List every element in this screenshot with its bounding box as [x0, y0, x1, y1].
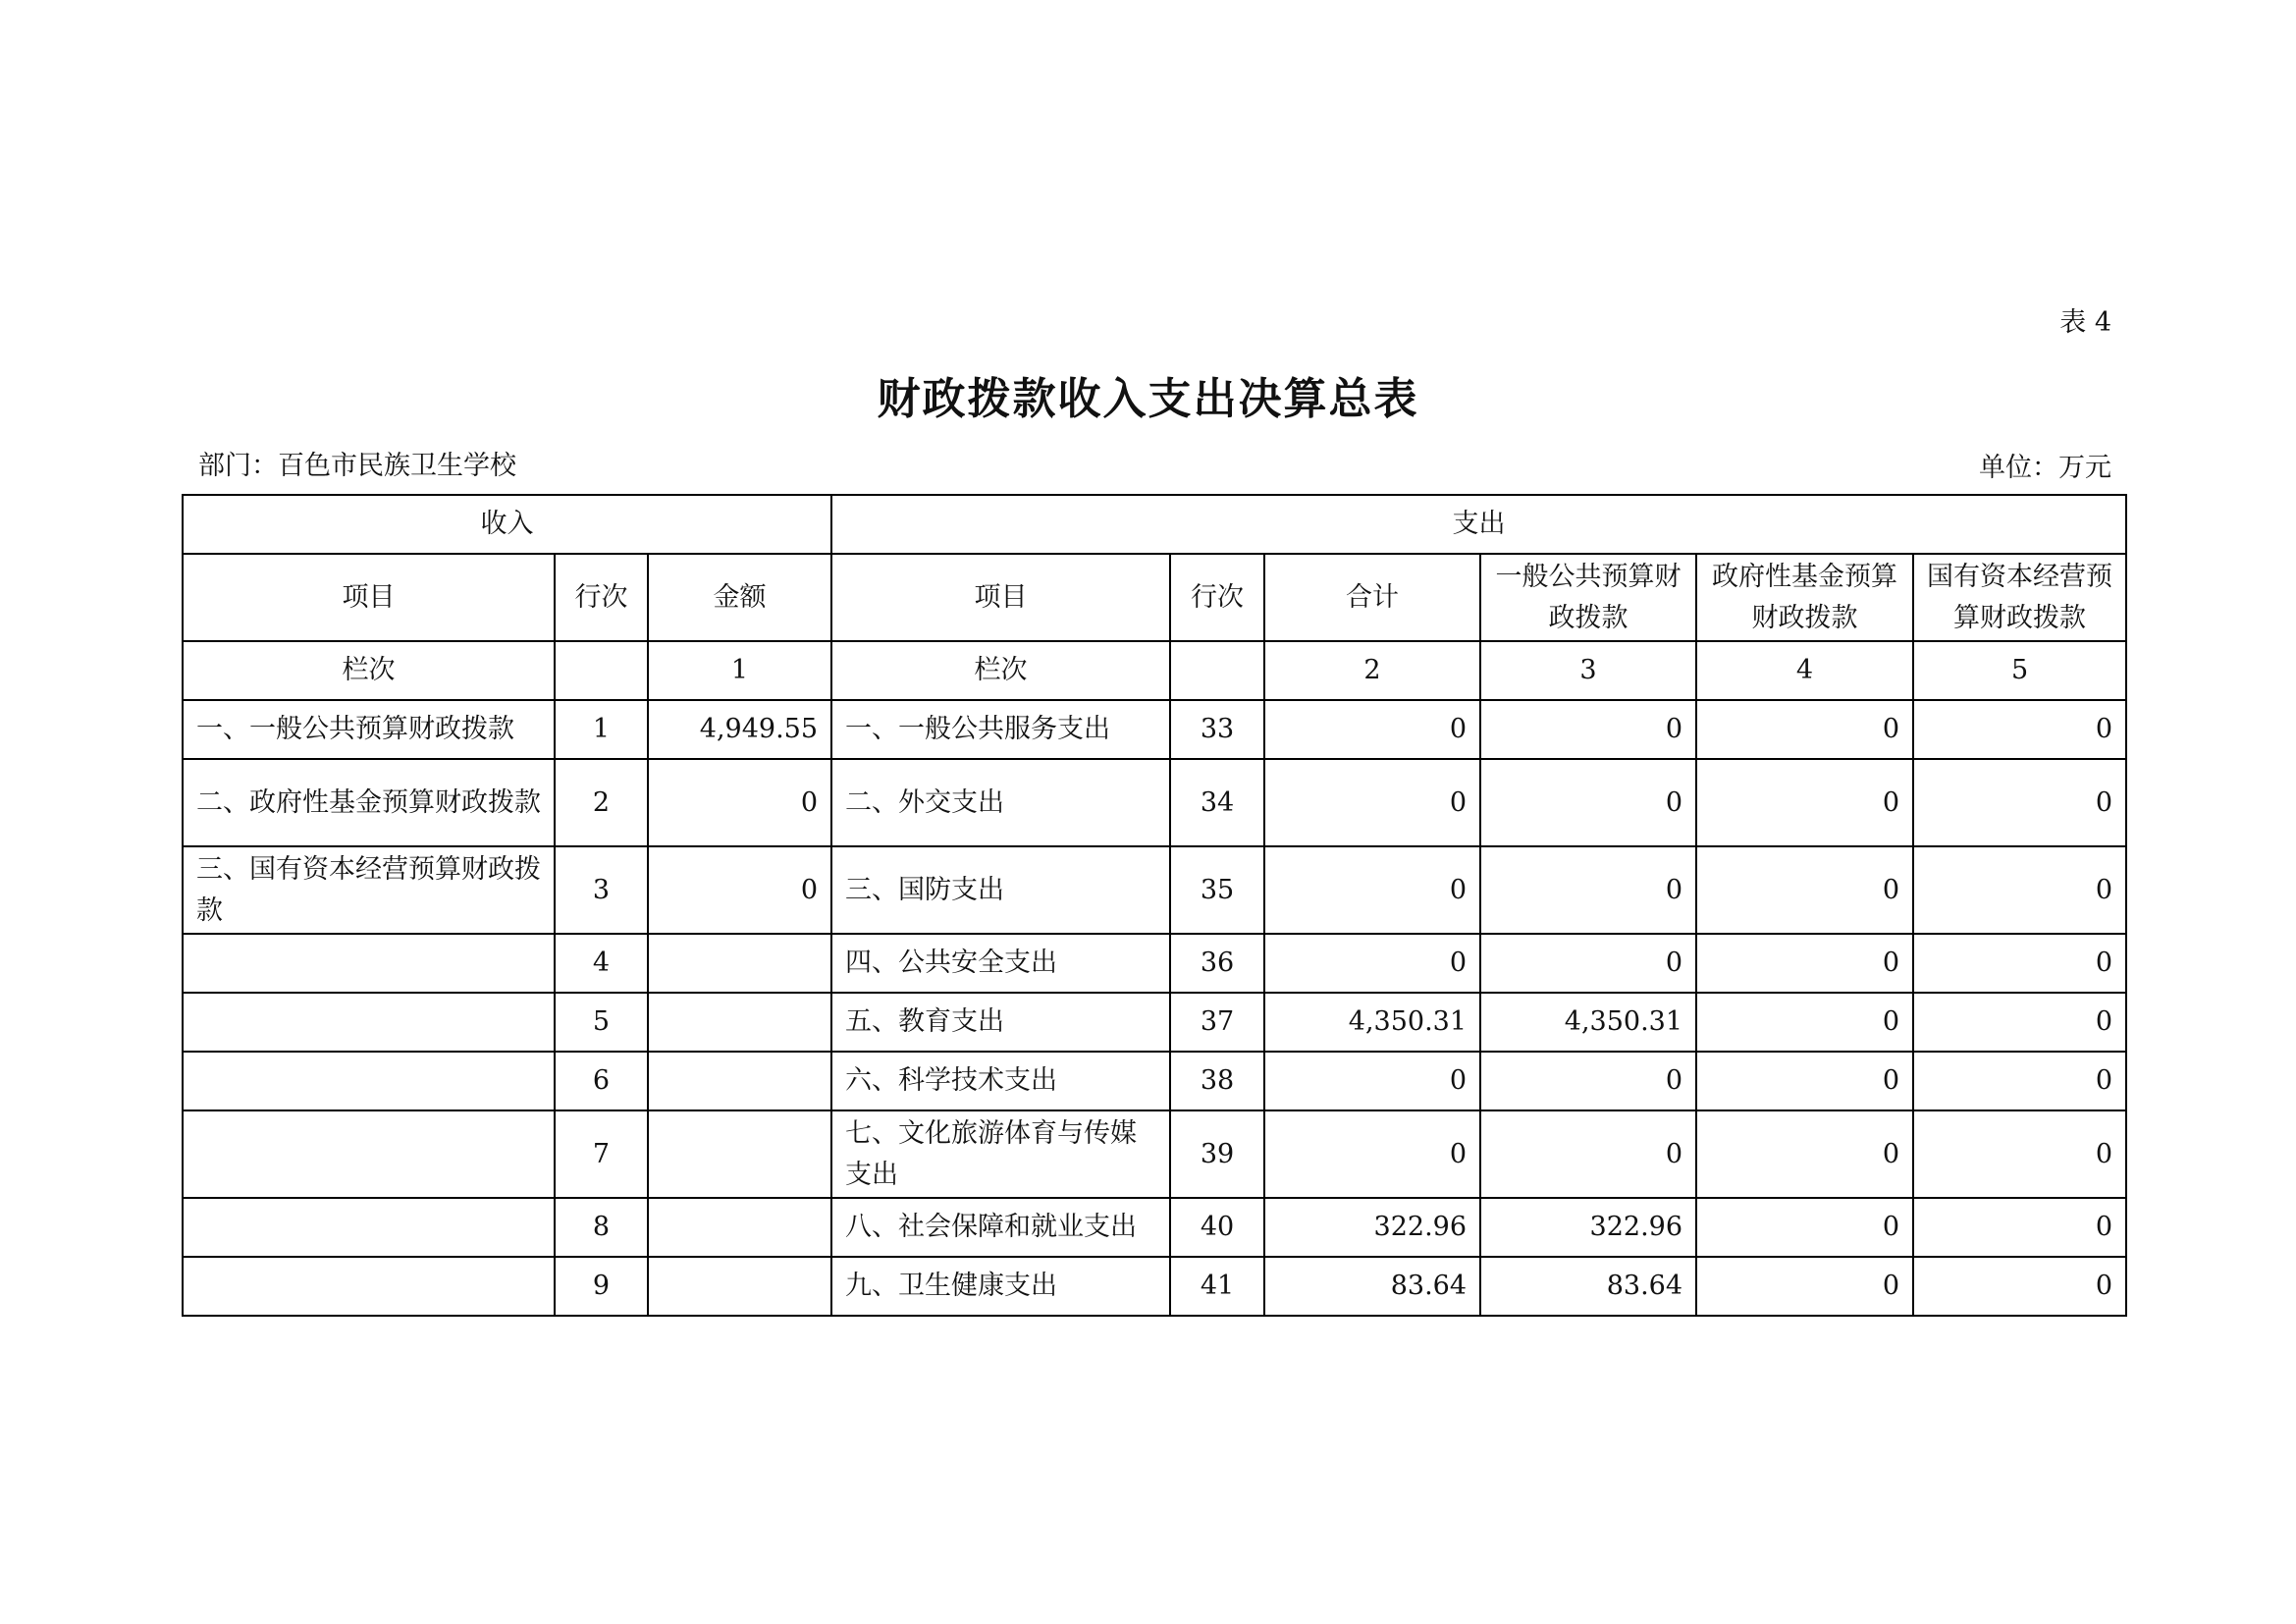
section-header-row	[183, 495, 2126, 554]
page-title: 财政拨款收入支出决算总表	[877, 374, 1419, 424]
state-capital-value: 0	[1913, 1110, 2126, 1198]
income-amount: 4,949.55	[648, 700, 831, 759]
income-amount	[648, 1110, 831, 1198]
header-expenditure-line-no: 行次	[1170, 554, 1264, 641]
header-general-budget: 一般公共预算财政拨款	[1480, 554, 1696, 641]
income-item	[183, 1257, 555, 1316]
table-row	[183, 700, 2126, 759]
header-income-amount: 金额	[648, 554, 831, 641]
index-gov-fund: 4	[1696, 641, 1913, 700]
table-number: 表 4	[2059, 307, 2111, 338]
total-value: 83.64	[1264, 1257, 1480, 1316]
income-line-no: 8	[555, 1198, 648, 1257]
income-section-header: 收入	[183, 495, 831, 554]
total-value: 322.96	[1264, 1198, 1480, 1257]
table-row	[183, 759, 2126, 846]
header-expenditure-item: 项目	[831, 554, 1170, 641]
expenditure-section-header: 支出	[831, 495, 2126, 554]
appropriation-table	[182, 494, 2127, 1317]
index-income-amount: 1	[648, 641, 831, 700]
expenditure-item: 二、外交支出	[831, 759, 1170, 846]
general-budget-value: 0	[1480, 934, 1696, 993]
income-line-no: 9	[555, 1257, 648, 1316]
income-line-no: 5	[555, 993, 648, 1052]
gov-fund-value: 0	[1696, 993, 1913, 1052]
expenditure-item: 六、科学技术支出	[831, 1052, 1170, 1110]
index-general-budget: 3	[1480, 641, 1696, 700]
table-row	[183, 934, 2126, 993]
income-amount: 0	[648, 759, 831, 846]
expenditure-item: 七、文化旅游体育与传媒支出	[831, 1110, 1170, 1198]
total-value: 4,350.31	[1264, 993, 1480, 1052]
table-row	[183, 846, 2126, 934]
expenditure-line-no: 37	[1170, 993, 1264, 1052]
header-state-capital: 国有资本经营预算财政拨款	[1913, 554, 2126, 641]
header-income-item: 项目	[183, 554, 555, 641]
general-budget-value: 0	[1480, 1110, 1696, 1198]
column-index-row	[183, 641, 2126, 700]
gov-fund-value: 0	[1696, 700, 1913, 759]
expenditure-line-no: 33	[1170, 700, 1264, 759]
income-item	[183, 1052, 555, 1110]
gov-fund-value: 0	[1696, 1110, 1913, 1198]
income-line-no: 4	[555, 934, 648, 993]
total-value: 0	[1264, 1110, 1480, 1198]
total-value: 0	[1264, 934, 1480, 993]
gov-fund-value: 0	[1696, 1198, 1913, 1257]
expenditure-item: 一、一般公共服务支出	[831, 700, 1170, 759]
income-item	[183, 993, 555, 1052]
index-expenditure-line-no	[1170, 641, 1264, 700]
income-amount	[648, 1052, 831, 1110]
general-budget-value: 0	[1480, 846, 1696, 934]
income-item: 一、一般公共预算财政拨款	[183, 700, 555, 759]
header-total: 合计	[1264, 554, 1480, 641]
table-row	[183, 1110, 2126, 1198]
income-line-no: 3	[555, 846, 648, 934]
index-total: 2	[1264, 641, 1480, 700]
index-income-line-no	[555, 641, 648, 700]
total-value: 0	[1264, 846, 1480, 934]
state-capital-value: 0	[1913, 934, 2126, 993]
expenditure-line-no: 34	[1170, 759, 1264, 846]
income-line-no: 6	[555, 1052, 648, 1110]
state-capital-value: 0	[1913, 759, 2126, 846]
income-item: 二、政府性基金预算财政拨款	[183, 759, 555, 846]
total-value: 0	[1264, 759, 1480, 846]
state-capital-value: 0	[1913, 1257, 2126, 1316]
gov-fund-value: 0	[1696, 934, 1913, 993]
expenditure-line-no: 41	[1170, 1257, 1264, 1316]
expenditure-item: 五、教育支出	[831, 993, 1170, 1052]
income-amount	[648, 1257, 831, 1316]
expenditure-item: 三、国防支出	[831, 846, 1170, 934]
total-value: 0	[1264, 700, 1480, 759]
general-budget-value: 322.96	[1480, 1198, 1696, 1257]
expenditure-item: 八、社会保障和就业支出	[831, 1198, 1170, 1257]
header-gov-fund: 政府性基金预算财政拨款	[1696, 554, 1913, 641]
general-budget-value: 0	[1480, 1052, 1696, 1110]
gov-fund-value: 0	[1696, 1052, 1913, 1110]
general-budget-value: 83.64	[1480, 1257, 1696, 1316]
gov-fund-value: 0	[1696, 846, 1913, 934]
income-amount: 0	[648, 846, 831, 934]
income-item: 三、国有资本经营预算财政拨款	[183, 846, 555, 934]
table-row	[183, 1198, 2126, 1257]
income-item	[183, 934, 555, 993]
state-capital-value: 0	[1913, 1198, 2126, 1257]
expenditure-line-no: 39	[1170, 1110, 1264, 1198]
income-line-no: 7	[555, 1110, 648, 1198]
total-value: 0	[1264, 1052, 1480, 1110]
general-budget-value: 4,350.31	[1480, 993, 1696, 1052]
gov-fund-value: 0	[1696, 1257, 1913, 1316]
table-row	[183, 1257, 2126, 1316]
general-budget-value: 0	[1480, 700, 1696, 759]
income-amount	[648, 1198, 831, 1257]
expenditure-line-no: 40	[1170, 1198, 1264, 1257]
index-expenditure-label: 栏次	[831, 641, 1170, 700]
expenditure-item: 九、卫生健康支出	[831, 1257, 1170, 1316]
income-amount	[648, 993, 831, 1052]
index-state-capital: 5	[1913, 641, 2126, 700]
table-row	[183, 993, 2126, 1052]
state-capital-value: 0	[1913, 700, 2126, 759]
column-header-row	[183, 554, 2126, 641]
unit-label: 单位：万元	[1979, 453, 2111, 483]
expenditure-line-no: 35	[1170, 846, 1264, 934]
income-line-no: 2	[555, 759, 648, 846]
general-budget-value: 0	[1480, 759, 1696, 846]
income-line-no: 1	[555, 700, 648, 759]
expenditure-line-no: 38	[1170, 1052, 1264, 1110]
state-capital-value: 0	[1913, 1052, 2126, 1110]
gov-fund-value: 0	[1696, 759, 1913, 846]
expenditure-item: 四、公共安全支出	[831, 934, 1170, 993]
income-item	[183, 1110, 555, 1198]
expenditure-line-no: 36	[1170, 934, 1264, 993]
department-label: 部门：百色市民族卫生学校	[198, 451, 516, 481]
income-amount	[648, 934, 831, 993]
income-item	[183, 1198, 555, 1257]
index-income-label: 栏次	[183, 641, 555, 700]
state-capital-value: 0	[1913, 846, 2126, 934]
table-row	[183, 1052, 2126, 1110]
state-capital-value: 0	[1913, 993, 2126, 1052]
header-income-line-no: 行次	[555, 554, 648, 641]
